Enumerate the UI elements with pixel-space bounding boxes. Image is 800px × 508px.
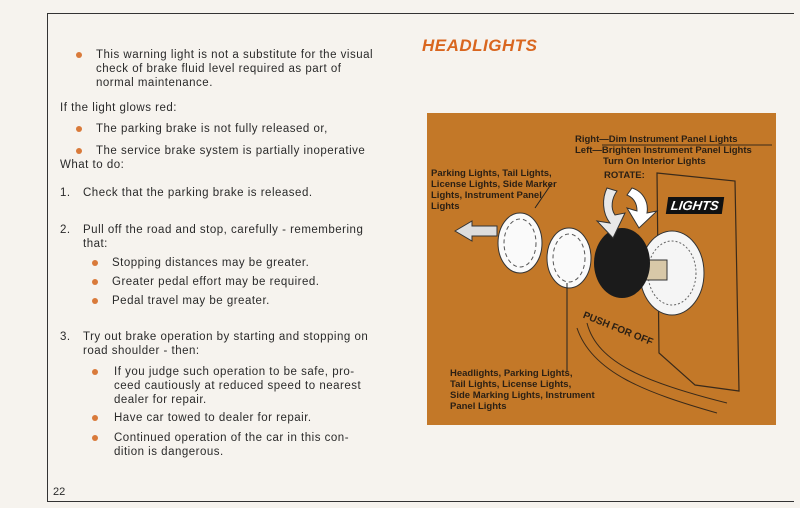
step-number: 3. [60,331,71,343]
body-text: Try out brake operation by starting and stopping on [83,331,369,343]
bullet-icon [76,52,82,58]
body-text: Pull off the road and stop, carefully - remembering [83,224,364,236]
body-text: The parking brake is not fully released or, [96,123,328,135]
lights-badge: LIGHTS [666,197,724,214]
body-text: The service brake system is partially inoperative [96,145,366,157]
body-text: If you judge such operation to be safe, pro- [114,366,355,378]
first-position-label: Lights, Instrument Panel [431,190,542,201]
first-position-label: License Lights, Side Marker [431,179,557,190]
body-text: ceed cautiously at reduced speed to nearest [114,380,362,392]
push-for-off-label: PUSH FOR OFF [581,310,655,349]
bullet-icon [92,369,98,375]
body-text: dealer for repair. [114,394,207,406]
bullet-icon [76,126,82,132]
second-position-label: Side Marking Lights, Instrument [450,390,595,401]
body-text: This warning light is not a substitute for the visual [96,49,374,61]
body-text: Stopping distances may be greater. [112,257,310,269]
second-position-label: Headlights, Parking Lights, [450,368,573,379]
body-text: Continued operation of the car in this con- [114,432,350,444]
section-heading: HEADLIGHTS [422,36,538,55]
rotate-label: ROTATE: [604,170,645,181]
body-text: road shoulder - then: [83,345,200,357]
interior-lights-label: Turn On Interior Lights [603,156,706,167]
body-text: dition is dangerous. [114,446,224,458]
page-number: 22 [53,486,66,498]
bullet-icon [92,415,98,421]
first-position-label: Parking Lights, Tail Lights, [431,168,552,179]
bullet-icon [92,279,98,285]
second-position-label: Tail Lights, License Lights, [450,379,572,390]
body-text: check of brake fluid level required as part of [96,63,342,75]
bullet-icon [92,435,98,441]
first-position-label: Lights [431,201,460,212]
rotate-right-label: Right—Dim Instrument Panel Lights [575,134,738,145]
body-text: If the light glows red: [60,102,177,114]
step-number: 2. [60,224,71,236]
body-text: that: [83,238,108,250]
body-text: Greater pedal effort may be required. [112,276,320,288]
body-text: Pedal travel may be greater. [112,295,270,307]
bullet-icon [76,148,82,154]
bullet-icon [92,260,98,266]
body-text: What to do: [60,159,125,171]
body-text: Have car towed to dealer for repair. [114,412,312,424]
bullet-icon [92,298,98,304]
body-text: Check that the parking brake is released. [83,187,313,199]
headlight-switch-illustration [427,113,776,425]
step-number: 1. [60,187,71,199]
second-position-label: Panel Lights [450,401,507,412]
rotate-left-label: Left—Brighten Instrument Panel Lights [575,145,752,156]
body-text: normal maintenance. [96,77,213,89]
